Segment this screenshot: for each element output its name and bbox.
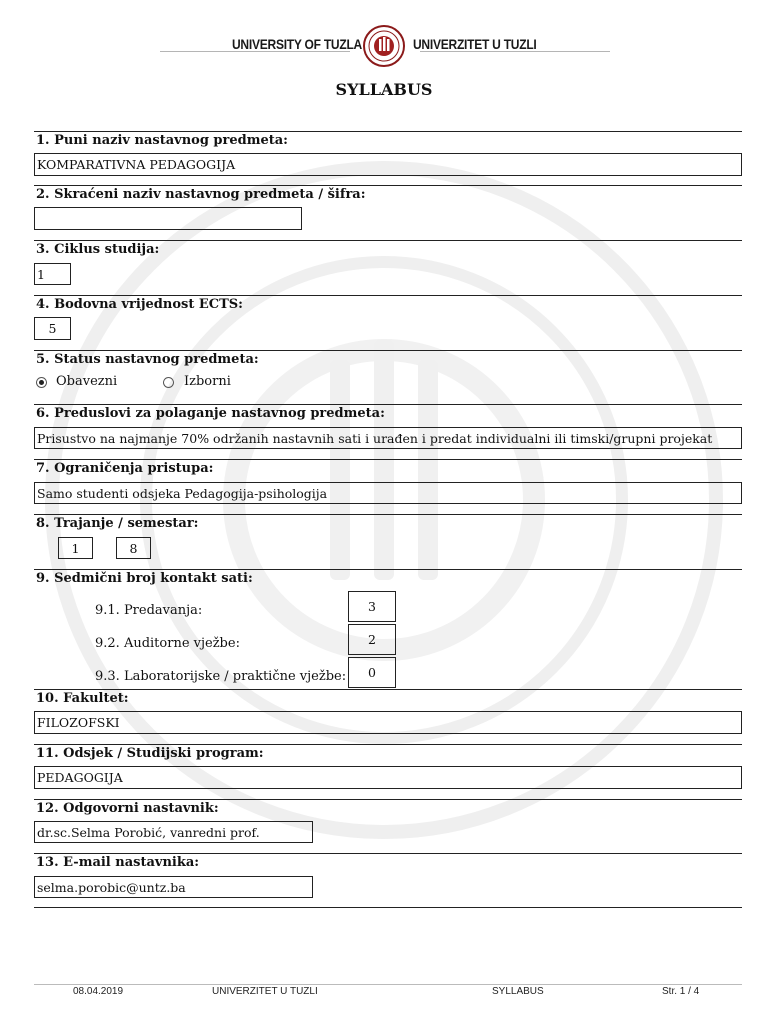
- university-seal-logo: [360, 24, 408, 68]
- section-divider: [34, 404, 742, 405]
- short-name-code-field[interactable]: [34, 207, 302, 230]
- semester-field[interactable]: 8: [116, 537, 151, 559]
- lab-exercises-hours-field[interactable]: 0: [348, 657, 396, 688]
- footer-page-number: Str. 1 / 4: [662, 986, 700, 997]
- access-restrictions-field[interactable]: Samo studenti odsjeka Pedagogija-psihologija: [34, 482, 742, 504]
- teacher-email-field[interactable]: selma.porobic@untz.ba: [34, 876, 313, 898]
- prerequisites-field[interactable]: Prisustvo na najmanje 70% održanih nastavnih sati i urađen i predat individualni ili timski/grupni projekat: [34, 427, 742, 449]
- field-1-label: 1. Puni naziv nastavnog predmeta:: [36, 133, 288, 148]
- field-11-label: 11. Odsjek / Studijski program:: [36, 746, 264, 761]
- section-divider: [34, 185, 742, 186]
- radio-obavezni[interactable]: [36, 377, 47, 388]
- auditory-exercises-label: 9.2. Auditorne vježbe:: [95, 636, 240, 651]
- section-divider: [34, 799, 742, 800]
- radio-izborni[interactable]: [163, 377, 174, 388]
- header-university-bs: UNIVERZITET U TUZLI: [413, 36, 537, 52]
- field-7-label: 7. Ograničenja pristupa:: [36, 461, 214, 476]
- lab-exercises-label: 9.3. Laboratorijske / praktične vježbe:: [95, 669, 347, 684]
- section-divider: [34, 689, 742, 690]
- auditory-exercises-hours-field[interactable]: 2: [348, 624, 396, 655]
- section-divider: [34, 514, 742, 515]
- page-title: SYLLABUS: [335, 80, 433, 99]
- field-2-label: 2. Skraćeni naziv nastavnog predmeta / šifra:: [36, 187, 366, 202]
- footer-rule: [34, 984, 742, 985]
- section-divider: [34, 569, 742, 570]
- course-name-field[interactable]: KOMPARATIVNA PEDAGOGIJA: [34, 153, 742, 176]
- field-8-label: 8. Trajanje / semestar:: [36, 516, 199, 531]
- section-divider: [34, 853, 742, 854]
- footer-doc-title: SYLLABUS: [492, 986, 544, 997]
- section-divider: [34, 350, 742, 351]
- section-divider: [34, 744, 742, 745]
- radio-obavezni-label: Obavezni: [56, 374, 118, 389]
- duration-field[interactable]: 1: [58, 537, 93, 559]
- faculty-field[interactable]: FILOZOFSKI: [34, 711, 742, 734]
- field-3-label: 3. Ciklus studija:: [36, 242, 160, 257]
- field-9-label: 9. Sedmični broj kontakt sati:: [36, 571, 253, 586]
- section-divider: [34, 295, 742, 296]
- field-12-label: 12. Odgovorni nastavnik:: [36, 801, 219, 816]
- department-program-field[interactable]: PEDAGOGIJA: [34, 766, 742, 789]
- field-10-label: 10. Fakultet:: [36, 691, 129, 706]
- section-divider: [34, 907, 742, 908]
- lectures-hours-field[interactable]: 3: [348, 591, 396, 622]
- ects-field[interactable]: 5: [34, 317, 71, 340]
- footer-date: 08.04.2019: [73, 986, 124, 997]
- field-6-label: 6. Preduslovi za polaganje nastavnog predmeta:: [36, 406, 385, 421]
- section-divider: [34, 240, 742, 241]
- field-5-label: 5. Status nastavnog predmeta:: [36, 352, 259, 367]
- lectures-label: 9.1. Predavanja:: [95, 603, 203, 618]
- footer-university: UNIVERZITET U TUZLI: [212, 986, 318, 997]
- study-cycle-field[interactable]: 1: [34, 263, 71, 285]
- field-13-label: 13. E-mail nastavnika:: [36, 855, 200, 870]
- header-university-en: UNIVERSITY OF TUZLA: [232, 36, 363, 52]
- radio-izborni-label: Izborni: [184, 374, 231, 389]
- section-divider: [34, 459, 742, 460]
- section-divider: [34, 131, 742, 132]
- responsible-teacher-field[interactable]: dr.sc.Selma Porobić, vanredni prof.: [34, 821, 313, 843]
- field-4-label: 4. Bodovna vrijednost ECTS:: [36, 297, 243, 312]
